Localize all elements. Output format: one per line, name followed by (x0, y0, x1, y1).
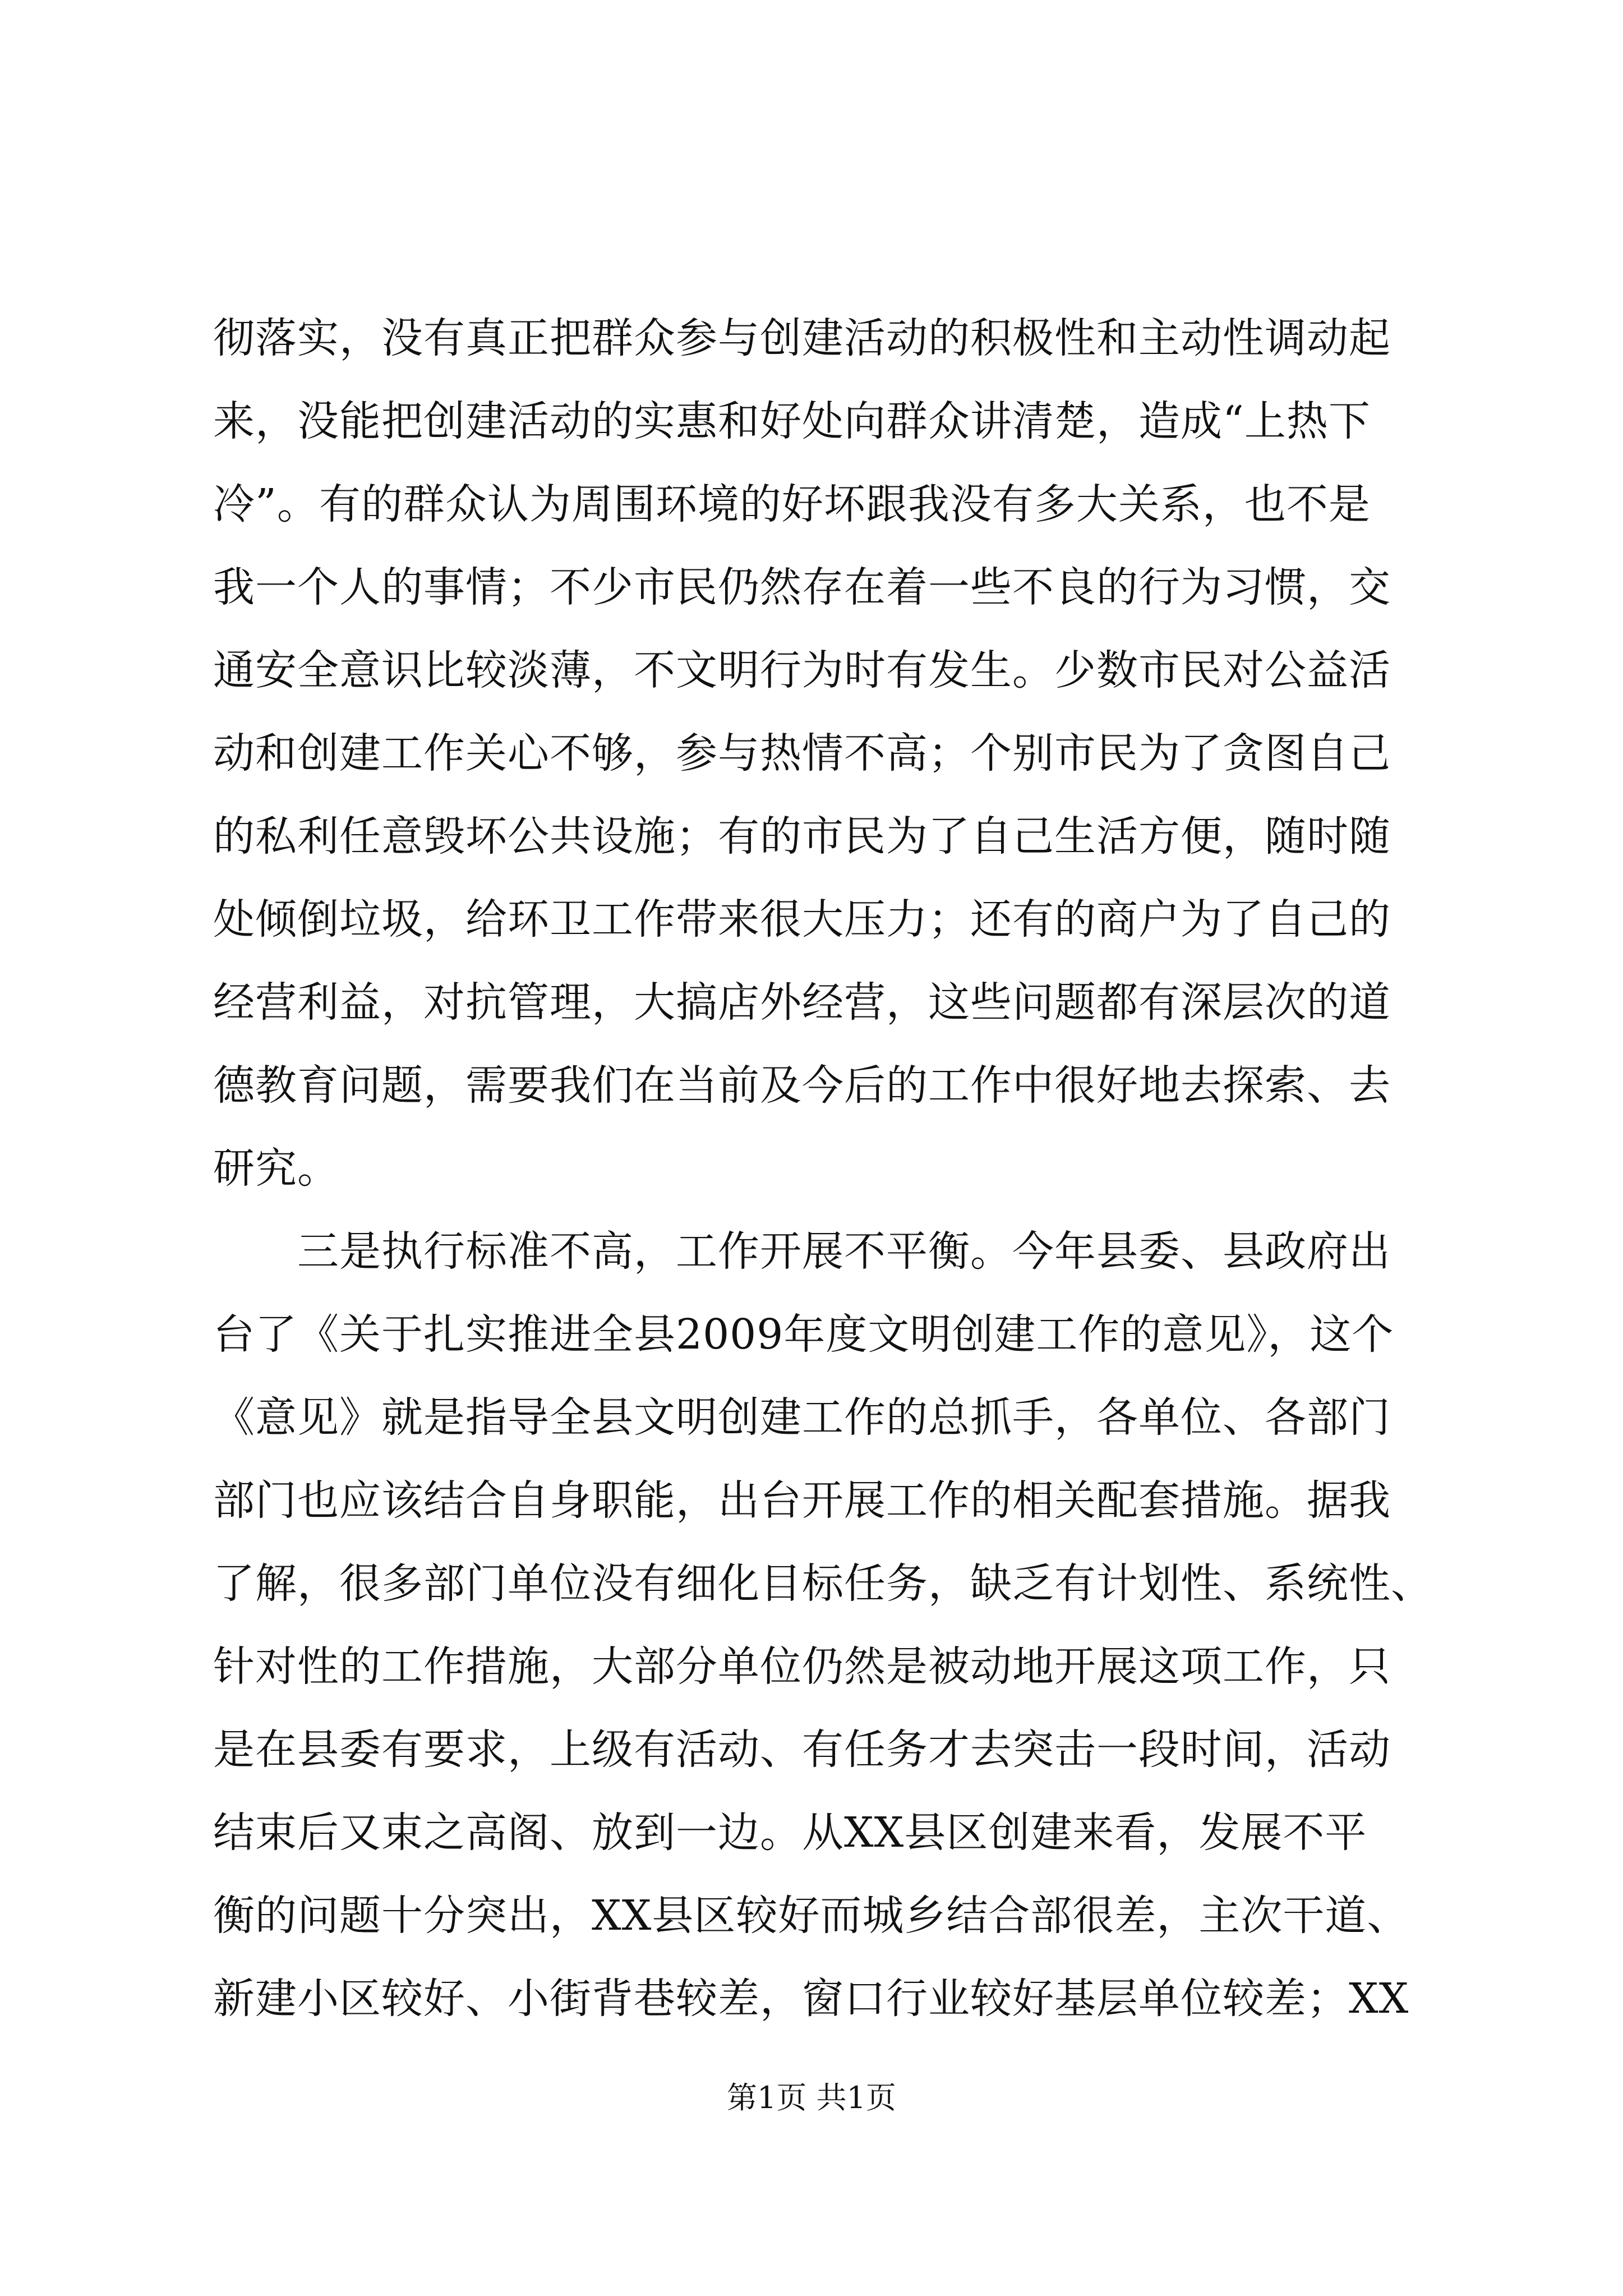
text-line: 针对性的工作措施，大部分单位仍然是被动地开展这项工作，只 (213, 1642, 1391, 1691)
page-number-footer: 第1页 共1页 (727, 2080, 896, 2115)
text-line: 我一个人的事情；不少市民仍然存在着一些不良的行为习惯，交 (213, 563, 1391, 611)
text-line: 通安全意识比较淡薄，不文明行为时有发生。少数市民对公益活 (213, 646, 1391, 694)
text-line: 新建小区较好、小街背巷较差，窗口行业较好基层单位较差；XX (213, 1975, 1409, 2023)
text-line: 研究。 (213, 1144, 339, 1193)
text-line: 衡的问题十分突出，XX县区较好而城乡结合部很差，主次干道、 (213, 1892, 1409, 1940)
text-line: 德教育问题，需要我们在当前及今后的工作中很好地去探索、去 (213, 1061, 1391, 1110)
text-line: 《意见》就是指导全县文明创建工作的总抓手，各单位、各部门 (213, 1393, 1391, 1442)
text-line: 是在县委有要求，上级有活动、有任务才去突击一段时间，活动 (213, 1726, 1391, 1774)
text-line: 部门也应该结合自身职能，出台开展工作的相关配套措施。据我 (213, 1476, 1391, 1525)
paragraph-first-line: 三是执行标准不高，工作开展不平衡。今年县委、县政府出 (297, 1227, 1391, 1276)
text-line: 结束后又束之高阁、放到一边。从XX县区创建来看，发展不平 (213, 1809, 1367, 1857)
text-line: 冷”。有的群众认为周围环境的好坏跟我没有多大关系，也不是 (213, 480, 1371, 528)
text-line: 来，没能把创建活动的实惠和好处向群众讲清楚，造成“上热下 (213, 397, 1371, 445)
text-line: 了解，很多部门单位没有细化目标任务，缺乏有计划性、系统性、 (213, 1559, 1433, 1608)
text-line: 经营利益，对抗管理，大搞店外经营，这些问题都有深层次的道 (213, 978, 1391, 1027)
text-line: 的私利任意毁坏公共设施；有的市民为了自己生活方便，随时随 (213, 812, 1391, 861)
text-line: 动和创建工作关心不够，参与热情不高；个别市民为了贪图自己 (213, 729, 1391, 777)
text-line: 台了《关于扎实推进全县2009年度文明创建工作的意见》，这个 (213, 1310, 1394, 1359)
text-line: 处倾倒垃圾，给环卫工作带来很大压力；还有的商户为了自己的 (213, 895, 1391, 944)
text-line: 彻落实，没有真正把群众参与创建活动的积极性和主动性调动起 (213, 314, 1391, 362)
